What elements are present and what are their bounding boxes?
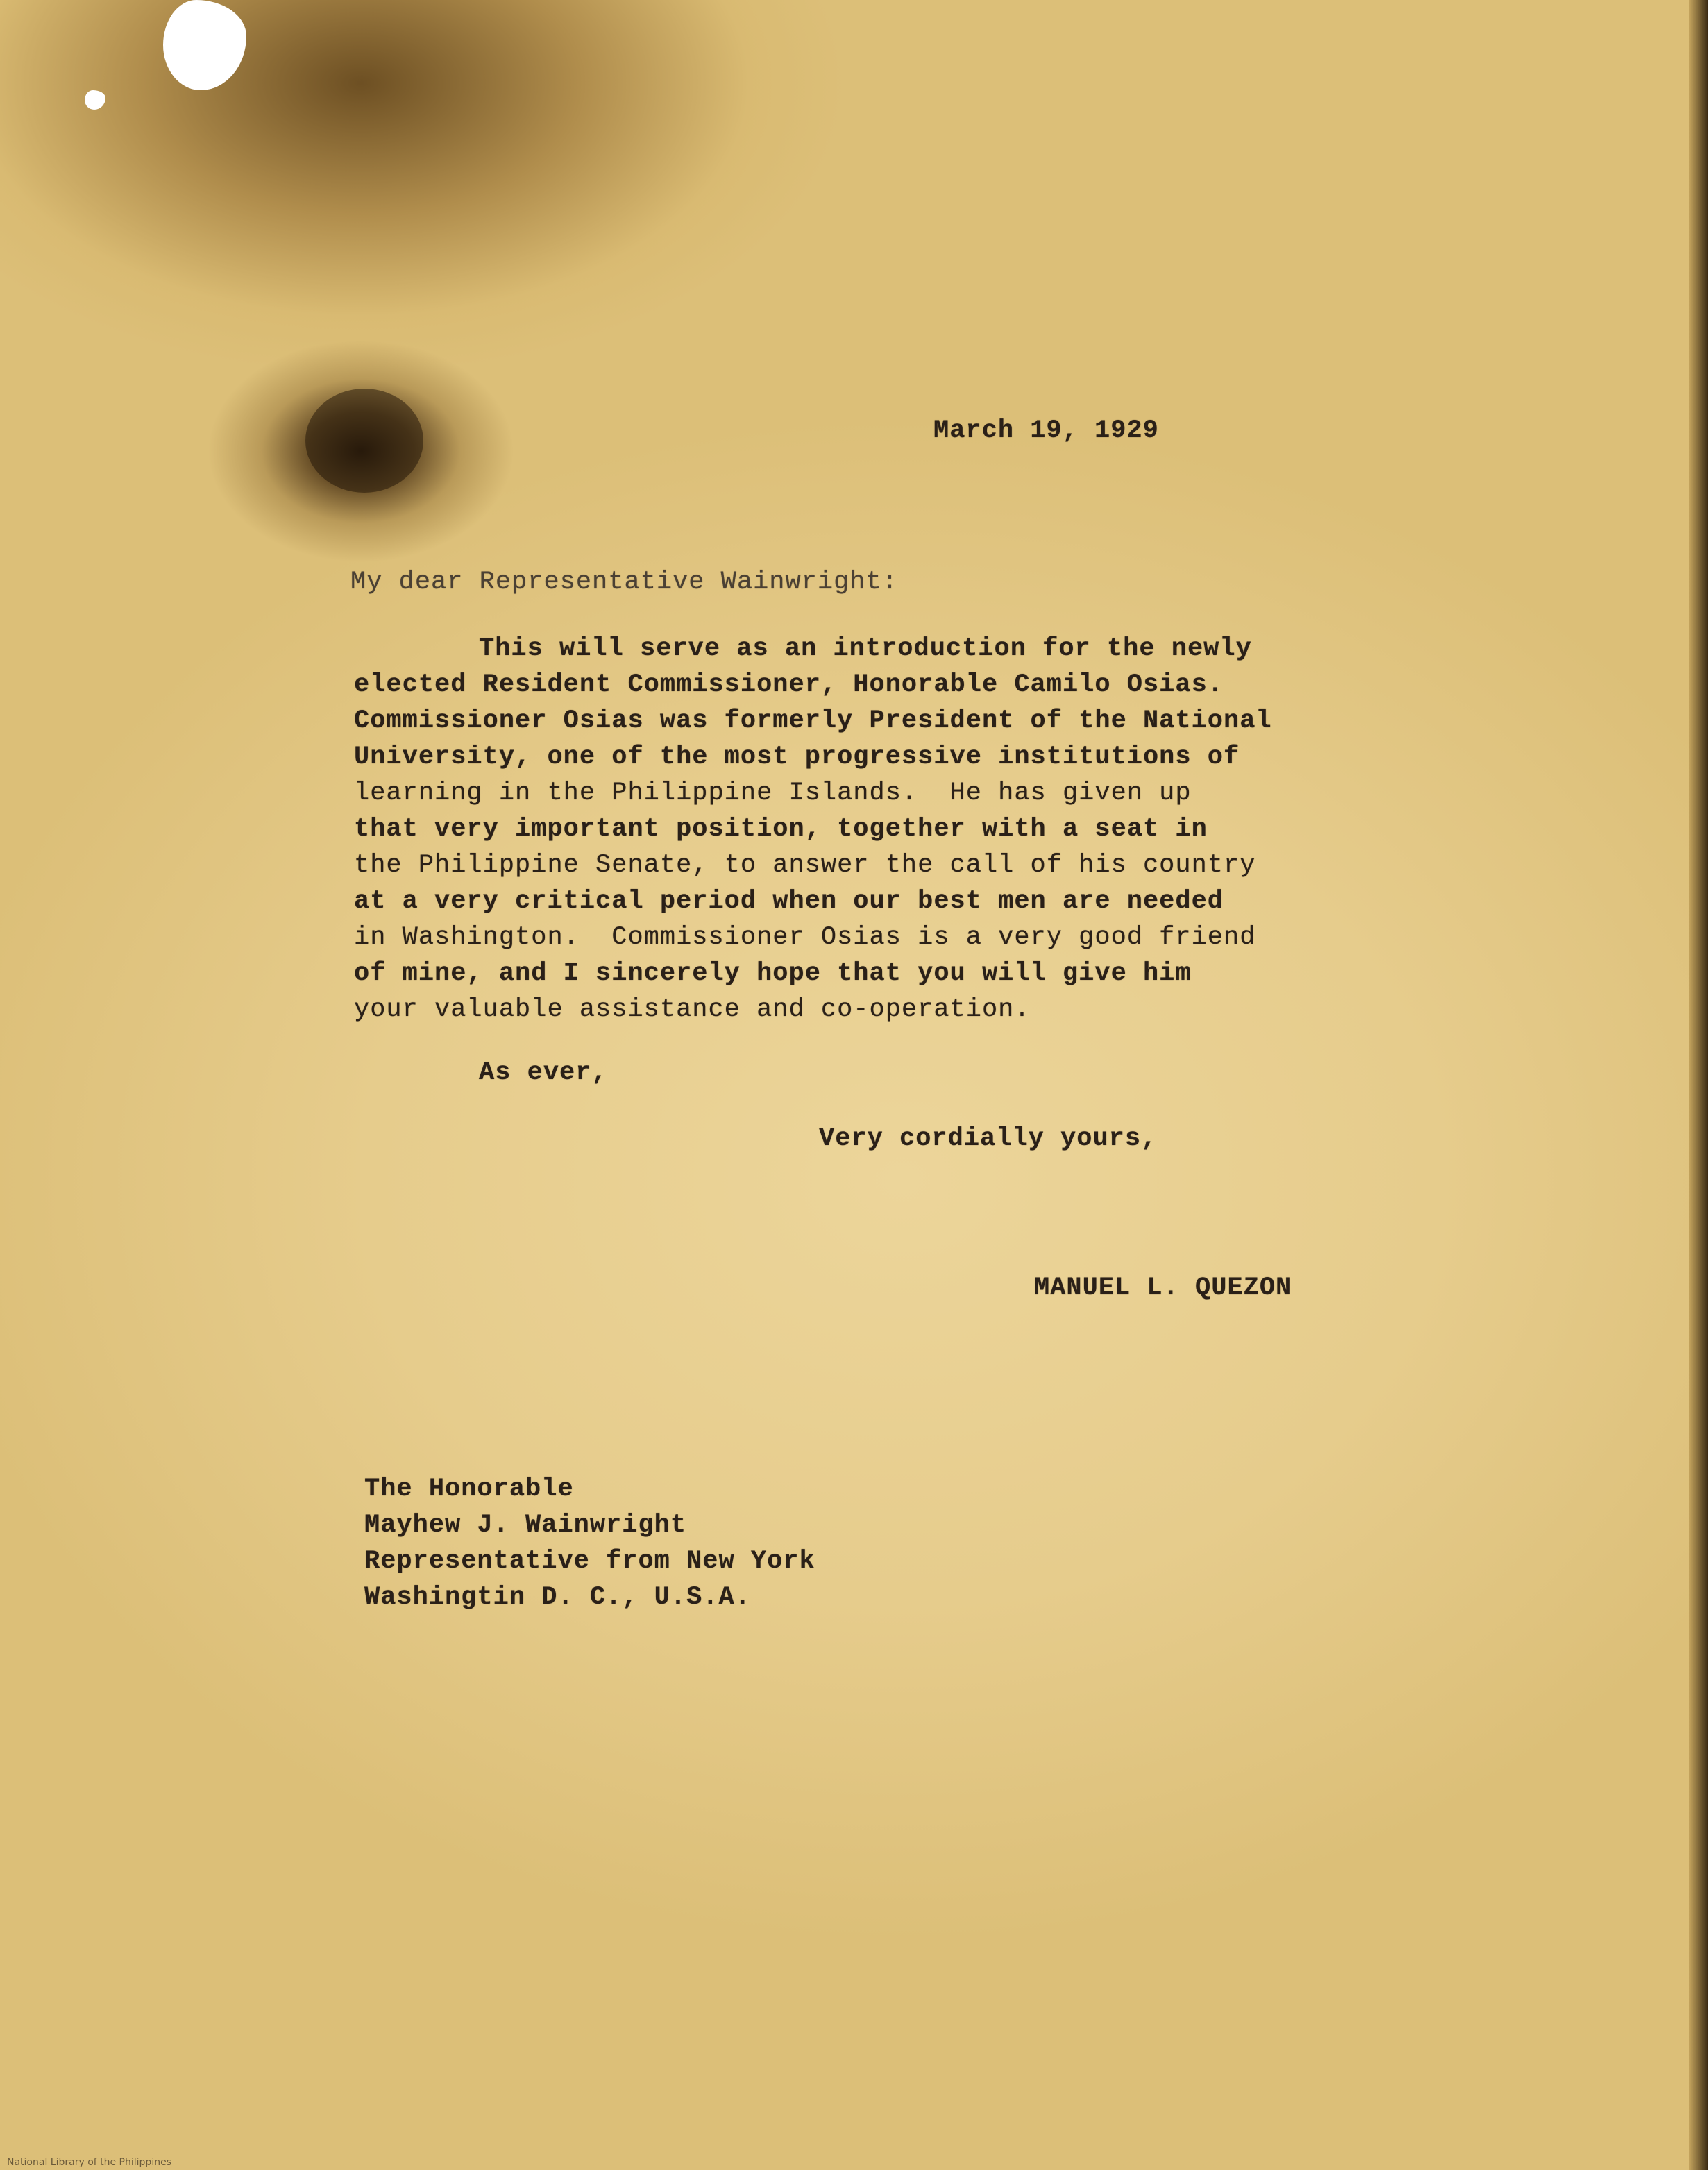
- body-line: your valuable assistance and co-operation.: [354, 995, 1031, 1024]
- body-line: learning in the Philippine Islands. He has given up: [354, 779, 1192, 808]
- body-line: elected Resident Commissioner, Honorable Camilo Osias.: [354, 670, 1224, 700]
- closing-phrase: As ever,: [479, 1058, 608, 1087]
- body-line: This will serve as an introduction for the newly: [479, 634, 1252, 663]
- signature-name: MANUEL L. QUEZON: [1034, 1273, 1292, 1303]
- recipient-line: Washingtin D. C., U.S.A.: [364, 1583, 751, 1612]
- recipient-line: The Honorable: [364, 1475, 574, 1504]
- body-line: at a very critical period when our best men are needed: [354, 887, 1224, 916]
- body-line: the Philippine Senate, to answer the call of his country: [354, 851, 1256, 880]
- body-line: Commissioner Osias was formerly President of the National: [354, 706, 1272, 736]
- burn-spot: [305, 389, 423, 493]
- body-line: that very important position, together with a seat in: [354, 815, 1208, 844]
- page-edge: [1689, 0, 1708, 2170]
- burn-hole-large: [163, 0, 246, 90]
- body-line: of mine, and I sincerely hope that you will give him: [354, 959, 1192, 988]
- salutation: My dear Representative Wainwright:: [350, 568, 898, 597]
- archive-footer: National Library of the Philippines: [7, 2157, 171, 2168]
- complimentary-close: Very cordially yours,: [819, 1124, 1158, 1153]
- body-line: in Washington. Commissioner Osias is a very good friend: [354, 923, 1256, 952]
- recipient-line: Mayhew J. Wainwright: [364, 1511, 687, 1540]
- recipient-line: Representative from New York: [364, 1547, 815, 1576]
- letter-date: March 19, 1929: [933, 416, 1159, 446]
- burn-hole-small: [85, 90, 105, 110]
- body-line: University, one of the most progressive institutions of: [354, 743, 1240, 772]
